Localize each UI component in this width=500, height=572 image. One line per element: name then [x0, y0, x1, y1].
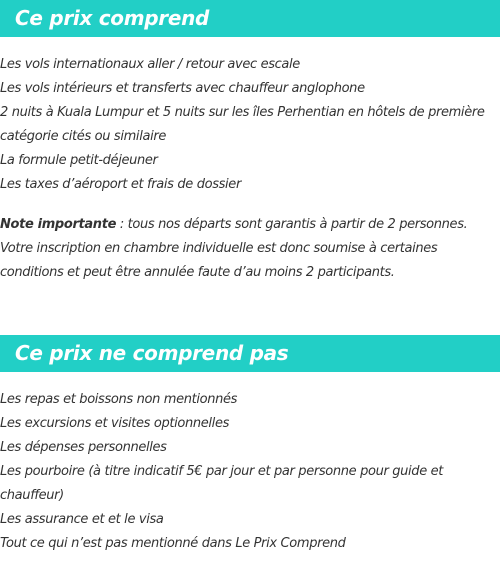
note-text: : tous nos départs sont garantis à partir de 2 personnes. Votre inscription en chambre individuelle est donc soumise à certaines conditions et peut être annulée faute d’au moins 2 participants.	[0, 217, 468, 280]
list-item: Les dépenses personnelles	[0, 440, 167, 455]
includes-list	[0, 53, 500, 197]
list-item: Les taxes d’aéroport et frais de dossier	[0, 177, 241, 192]
includes-section-title: Ce prix comprend	[0, 0, 500, 37]
list-item: Tout ce qui n’est pas mentionné dans Le Prix Comprend	[0, 536, 346, 551]
list-item: Les vols internationaux aller / retour avec escale	[0, 57, 300, 72]
list-item: Les pourboire (à titre indicatif 5€ par jour et par personne pour guide et chauffeur)	[0, 464, 444, 503]
note-label: Note importante	[0, 217, 117, 232]
list-item: Les assurance et et le visa	[0, 512, 164, 527]
list-item: 2 nuits à Kuala Lumpur et 5 nuits sur les îles Perhentian en hôtels de première catégorie cités ou similaire	[0, 105, 485, 144]
list-item: La formule petit-déjeuner	[0, 153, 158, 168]
excludes-list	[0, 388, 500, 556]
excludes-section-title: Ce prix ne comprend pas	[0, 335, 500, 372]
list-item: Les repas et boissons non mentionnés	[0, 392, 238, 407]
list-item: Les excursions et visites optionnelles	[0, 416, 230, 431]
list-item: Les vols intérieurs et transferts avec chauffeur anglophone	[0, 81, 365, 96]
important-note	[0, 213, 500, 285]
